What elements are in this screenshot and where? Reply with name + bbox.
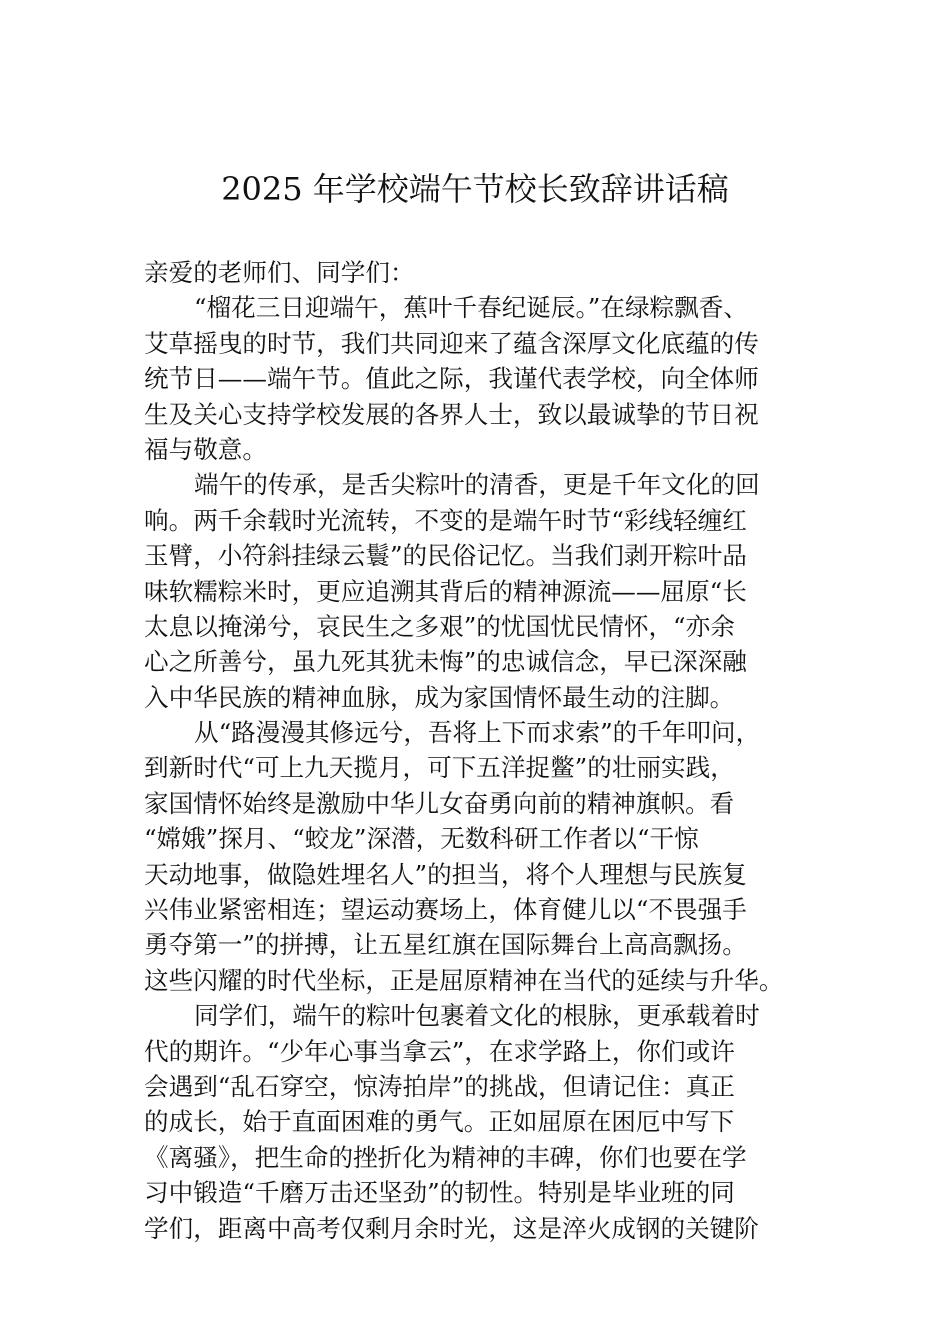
- body-line: 家国情怀始终是激励中华儿女奋勇向前的精神旗帜。看: [144, 788, 735, 818]
- body-line: 亲爱的老师们、同学们：: [144, 258, 415, 287]
- body-line: 的成长，始于直面困难的勇气。正如屈原在困厄中写下: [144, 1107, 735, 1137]
- document-body: [144, 255, 844, 1246]
- body-line: 味软糯粽米时，更应追溯其背后的精神源流——屈原“长: [144, 576, 747, 606]
- body-line: 响。两千余载时光流转，不变的是端午时节“彩线轻缠红: [144, 505, 747, 535]
- body-line: 天动地事，做隐姓埋名人”的担当，将个人理想与民族复: [144, 859, 747, 889]
- body-line: 艾草摇曳的时节，我们共同迎来了蕴含深厚文化底蕴的传: [144, 328, 759, 358]
- body-line: 兴伟业紧密相连；望运动赛场上，体育健儿以“不畏强手: [144, 895, 747, 925]
- body-line: 生及关心支持学校发展的各界人士，致以最诚挚的节日祝: [144, 399, 759, 429]
- body-line: 会遇到“乱石穿空，惊涛拍岸”的挑战，但请记住：真正: [144, 1071, 735, 1101]
- body-line: 《离骚》，把生命的挫折化为精神的丰碑，你们也要在学: [144, 1142, 747, 1172]
- body-line: 福与敬意。: [144, 434, 267, 464]
- body-line: 习中锻造“千磨万击还坚劲”的韧性。特别是毕业班的同: [144, 1178, 735, 1208]
- body-line: 同学们，端午的粽叶包裹着文化的根脉，更承载着时: [194, 1001, 760, 1031]
- body-line: 太息以掩涕兮，哀民生之多艰”的忧国忧民情怀，“亦余: [144, 611, 735, 641]
- body-line: 统节日——端午节。值此之际，我谨代表学校，向全体师: [144, 364, 759, 394]
- body-line: 到新时代“可上九天揽月，可下五洋捉鳖”的壮丽实践，: [144, 753, 735, 783]
- body-line: 从“路漫漫其修远兮，吾将上下而求索”的千年叩问，: [194, 718, 761, 748]
- body-line: 代的期许。“少年心事当拿云”，在求学路上，你们或许: [144, 1036, 735, 1066]
- body-line: 心之所善兮，虽九死其犹未悔”的忠诚信念，早已深深融: [144, 647, 747, 677]
- body-line: 学们，距离中高考仅剩月余时光，这是淬火成钢的关键阶: [144, 1213, 759, 1243]
- body-line: 端午的传承，是舌尖粽叶的清香，更是千年文化的回: [194, 470, 760, 500]
- body-line: 这些闪耀的时代坐标，正是屈原精神在当代的延续与升华。: [144, 965, 784, 995]
- body-line: 入中华民族的精神血脉，成为家国情怀最生动的注脚。: [144, 682, 735, 712]
- body-line: 勇夺第一”的拼搏，让五星红旗在国际舞台上高高飘扬。: [144, 930, 747, 960]
- body-line: “榴花三日迎端午，蕉叶千春纪诞辰。”在绿粽飘香、: [194, 293, 748, 323]
- document-title: 2025 年学校端午节校长致辞讲话稿: [221, 170, 729, 208]
- body-line: 玉臂，小符斜挂绿云鬟”的民俗记忆。当我们剥开粽叶品: [144, 541, 747, 571]
- body-line: “嫦娥”探月、“蛟龙”深潜，无数科研工作者以“干惊: [144, 824, 699, 854]
